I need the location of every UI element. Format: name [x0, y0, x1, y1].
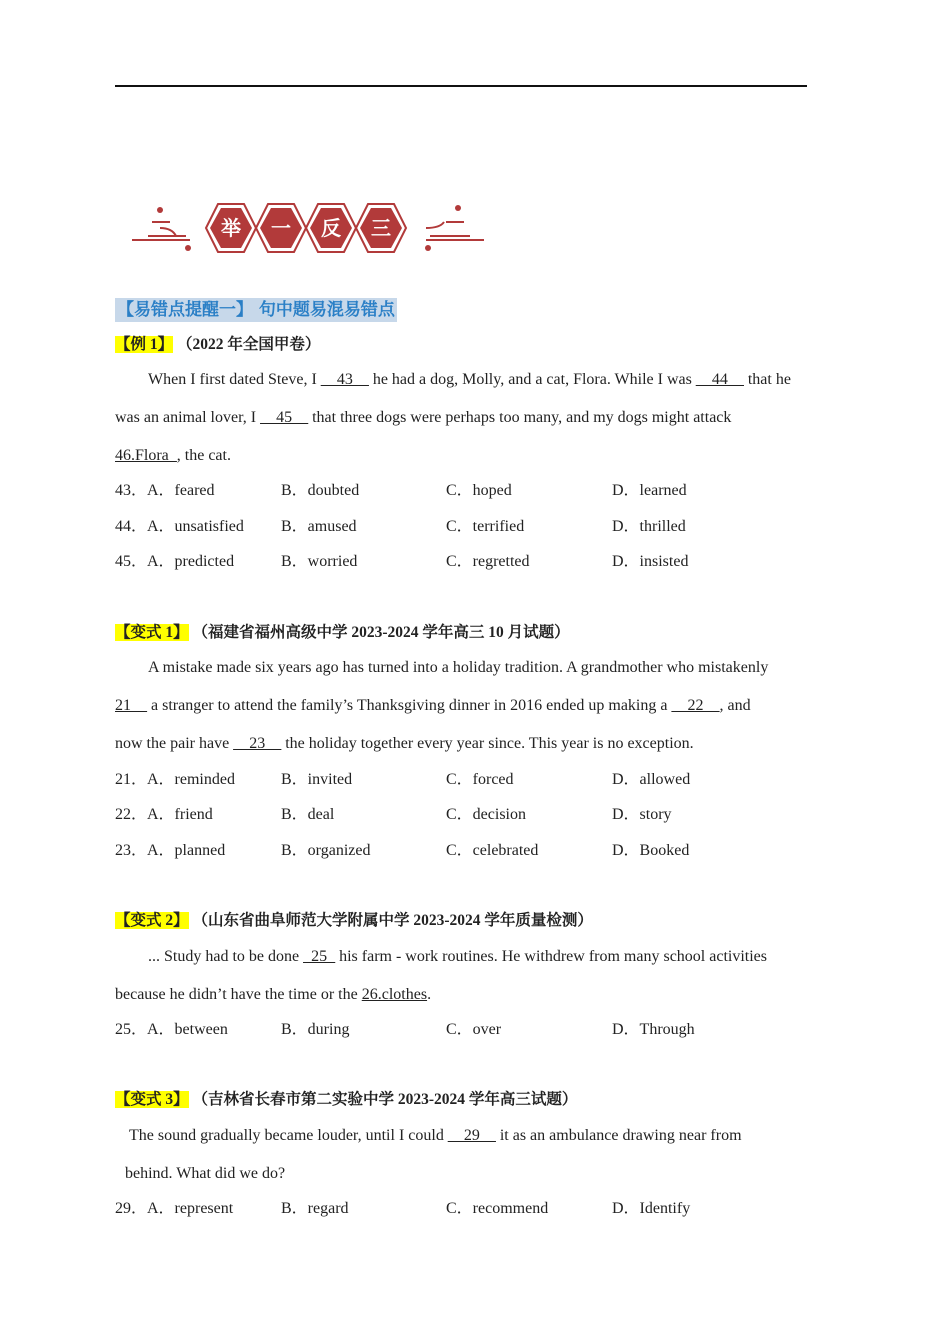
banner-right-ornament [426, 222, 484, 240]
option-c[interactable]: C．hoped [446, 482, 512, 499]
passage-line: because he didn’t have the time or the 26.clothes. [115, 986, 432, 1003]
example1-passage [115, 361, 806, 475]
option-a[interactable]: 29．A．represent [115, 1200, 234, 1217]
option-d[interactable]: D．story [612, 806, 672, 823]
option-b[interactable]: B．invited [281, 771, 353, 788]
passage-line: now the pair have __23__ the holiday together every year since. This year is no exception. [115, 735, 694, 752]
question-row [115, 1018, 815, 1042]
question-row [115, 803, 815, 827]
section-banner [130, 198, 486, 258]
variant3-header [115, 1089, 577, 1111]
option-c[interactable]: C．terrified [446, 518, 525, 535]
passage-line: 21__ a stranger to attend the family’s Thanksgiving dinner in 2016 ended up making a __22__, and [115, 697, 751, 714]
option-b[interactable]: B．worried [281, 553, 358, 570]
question-row [115, 515, 815, 539]
passage-line: was an animal lover, I __45__ that three dogs were perhaps too many, and my dogs might attack [115, 409, 732, 426]
blank-29: __29__ [447, 1127, 496, 1144]
option-c[interactable]: C．decision [446, 806, 526, 823]
option-b[interactable]: B．during [281, 1021, 350, 1038]
blank-46: 46.Flora_ [115, 447, 177, 464]
option-b[interactable]: B．organized [281, 842, 371, 859]
option-a[interactable]: 21．A．reminded [115, 771, 235, 788]
option-b[interactable]: B．doubted [281, 482, 360, 499]
option-b[interactable]: B．amused [281, 518, 357, 535]
option-d[interactable]: D．Identify [612, 1200, 691, 1217]
passage-line: 46.Flora_, the cat. [115, 447, 231, 464]
banner-dot [185, 245, 191, 251]
variant1-header [115, 622, 570, 644]
question-row [115, 768, 815, 792]
option-d[interactable]: D．Through [612, 1021, 695, 1038]
blank-23: __23__ [233, 735, 282, 752]
header-rule [115, 85, 807, 87]
option-a[interactable]: 23．A．planned [115, 842, 226, 859]
blank-44: __44__ [695, 371, 744, 388]
banner-char: 三 [371, 216, 391, 240]
passage-line: A mistake made six years ago has turned into a holiday tradition. A grandmother who mistakenly [148, 659, 769, 676]
option-a[interactable]: 22．A．friend [115, 806, 213, 823]
section-title: 【易错点提醒一】 句中题易混易错点 [117, 300, 395, 320]
option-c[interactable]: C．recommend [446, 1200, 549, 1217]
question-row [115, 479, 815, 503]
passage-line: When I first dated Steve, I __43__ he had a dog, Molly, and a cat, Flora. While I was __44__ that he [148, 371, 791, 388]
option-d[interactable]: D．learned [612, 482, 687, 499]
variant-source: （吉林省长春市第二实验中学 2023-2024 学年高三试题） [192, 1091, 578, 1108]
banner-dot [455, 205, 461, 211]
banner-char: 反 [321, 216, 341, 240]
option-c[interactable]: C．forced [446, 771, 514, 788]
option-b[interactable]: B．deal [281, 806, 335, 823]
option-d[interactable]: D．allowed [612, 771, 691, 788]
example-tag: 【例 1】 [115, 336, 174, 353]
variant-source: （福建省福州高级中学 2023-2024 学年高三 10 月试题） [192, 624, 570, 641]
banner-dot [425, 245, 431, 251]
example-source: （2022 年全国甲卷） [177, 336, 321, 353]
banner-char: 举 [221, 216, 241, 240]
option-b[interactable]: B．regard [281, 1200, 349, 1217]
option-a[interactable]: 45．A．predicted [115, 553, 235, 570]
variant3-passage [115, 1117, 806, 1193]
variant-tag: 【变式 2】 [115, 912, 189, 929]
variant1-passage [115, 649, 806, 763]
blank-43: __43__ [320, 371, 369, 388]
option-c[interactable]: C．over [446, 1021, 502, 1038]
question-row [115, 1197, 815, 1221]
variant-tag: 【变式 3】 [115, 1091, 189, 1108]
option-d[interactable]: D．thrilled [612, 518, 686, 535]
question-row [115, 550, 815, 574]
example1-header [115, 334, 320, 356]
option-a[interactable]: 44．A．unsatisfied [115, 518, 244, 535]
blank-22: __22__ [671, 697, 720, 714]
blank-25: _25_ [303, 948, 336, 965]
option-a[interactable]: 25．A．between [115, 1021, 228, 1038]
option-d[interactable]: D．insisted [612, 553, 689, 570]
passage-line: behind. What did we do? [125, 1165, 286, 1182]
blank-21: 21__ [115, 697, 147, 714]
option-c[interactable]: C．regretted [446, 553, 530, 570]
option-c[interactable]: C．celebrated [446, 842, 539, 859]
banner-dot [157, 207, 163, 213]
banner-left-ornament [132, 222, 190, 240]
banner-char: 一 [271, 216, 291, 240]
variant-source: （山东省曲阜师范大学附属中学 2023-2024 学年质量检测） [192, 912, 593, 929]
variant2-passage [115, 938, 806, 1014]
option-d[interactable]: D．Booked [612, 842, 690, 859]
question-row [115, 839, 815, 863]
passage-line: ... Study had to be done _25_ his farm - work routines. He withdrew from many school activities [148, 948, 767, 965]
blank-26: 26.clothes [361, 986, 428, 1003]
variant2-header [115, 910, 593, 932]
passage-line: The sound gradually became louder, until I could __29__ it as an ambulance drawing near from [129, 1127, 742, 1144]
variant-tag: 【变式 1】 [115, 624, 189, 641]
option-a[interactable]: 43．A．feared [115, 482, 215, 499]
blank-45: __45__ [260, 409, 309, 426]
